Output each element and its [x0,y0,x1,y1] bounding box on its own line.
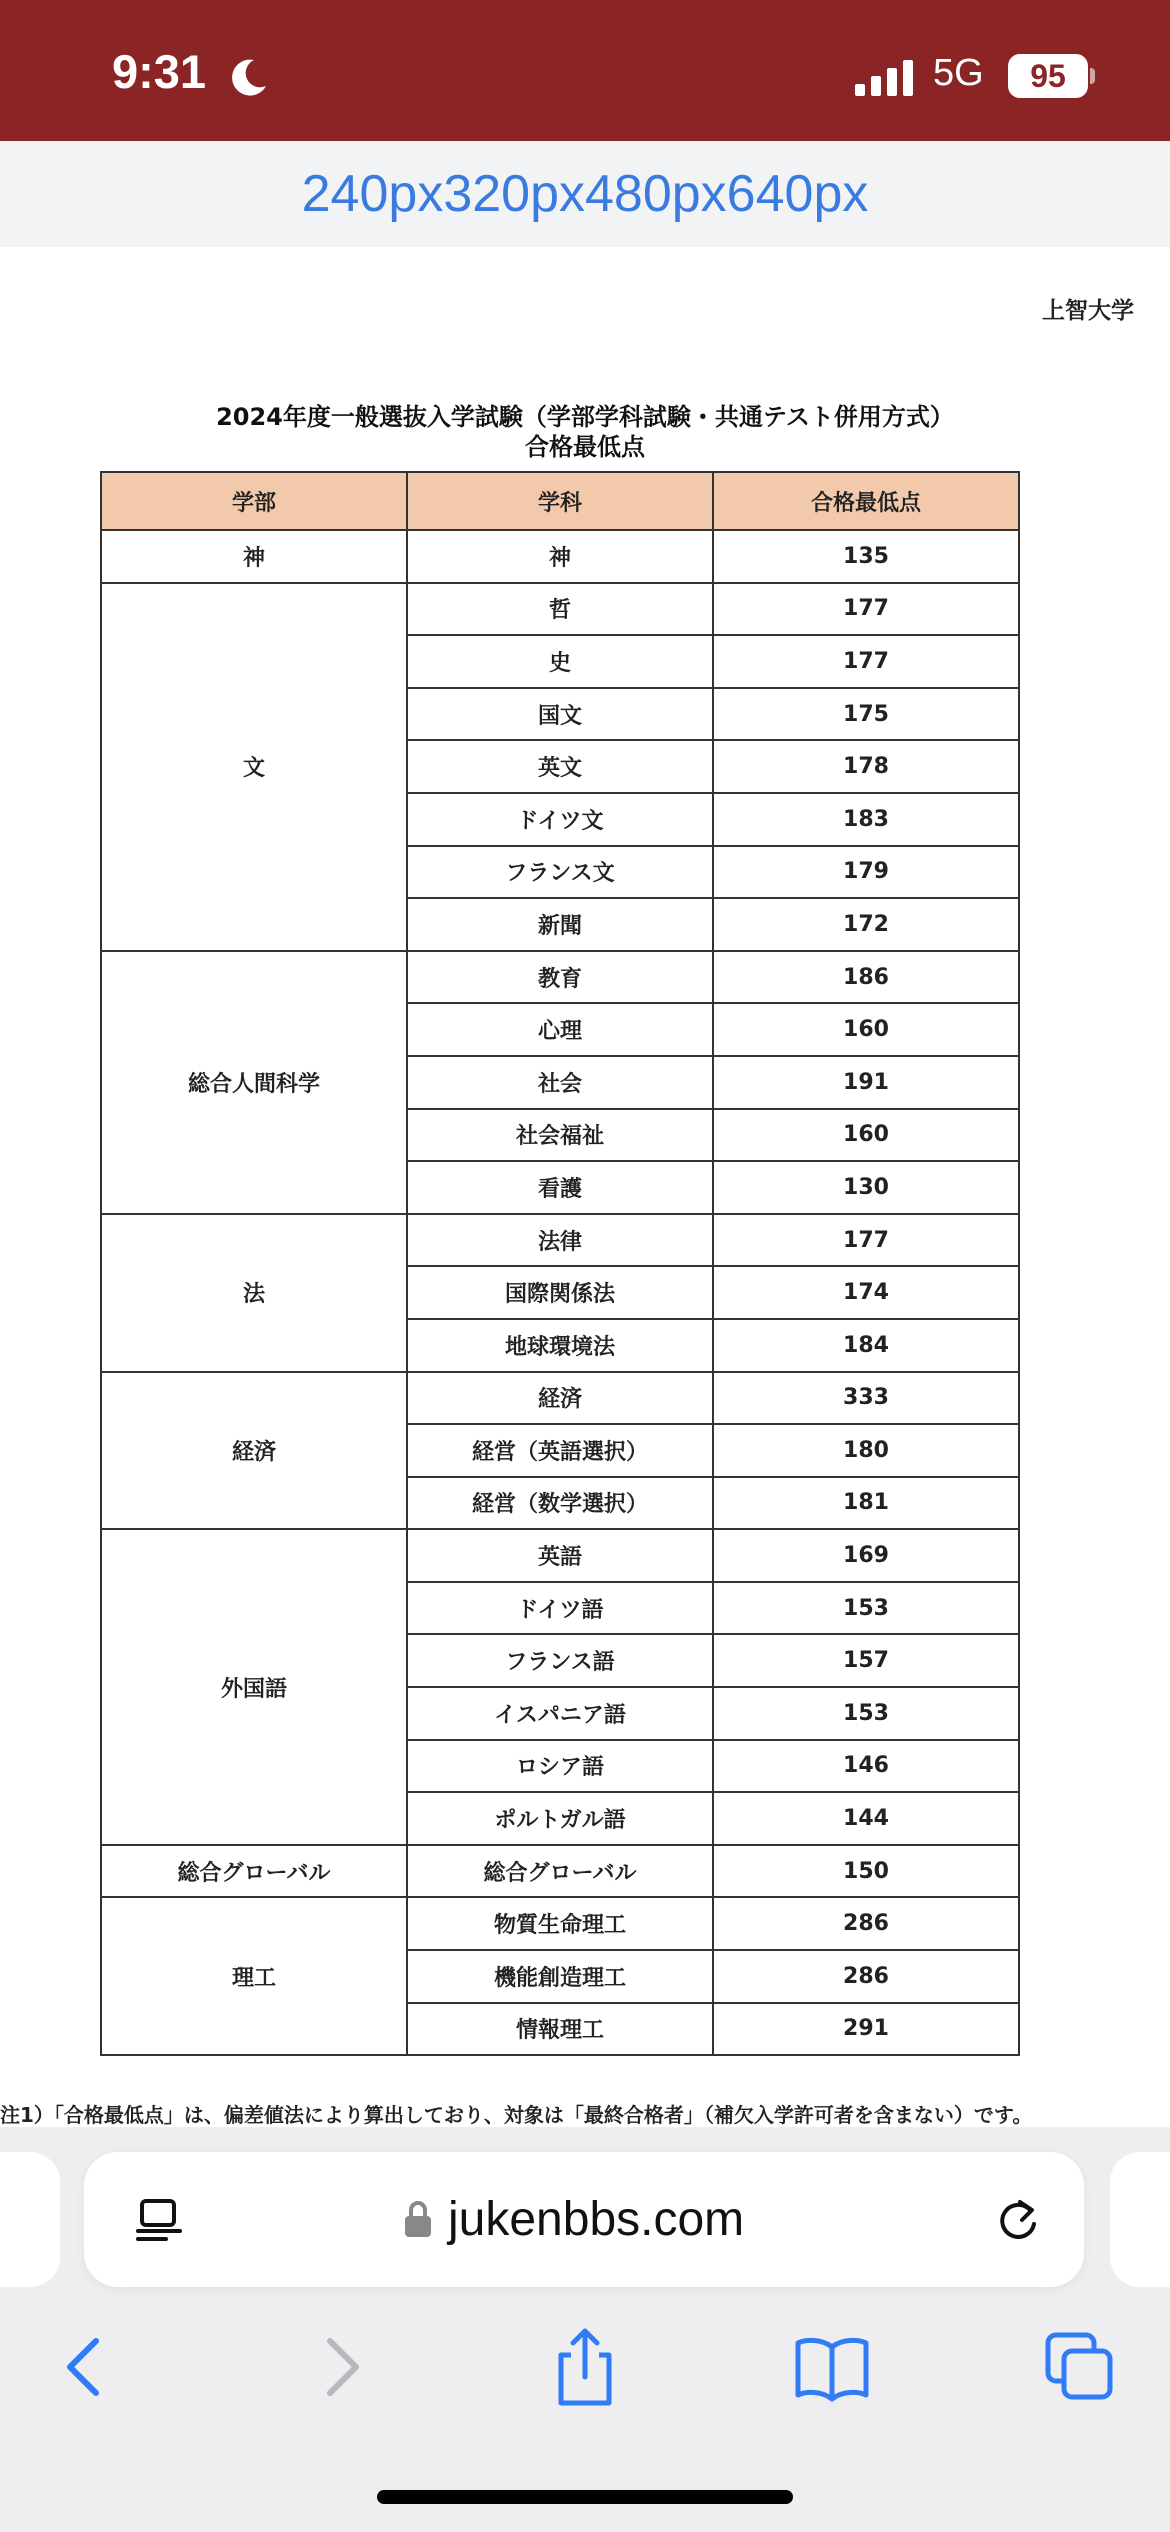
min-score-cell: 135 [713,530,1019,583]
department-cell: フランス語 [407,1634,713,1687]
min-score-cell: 177 [713,583,1019,636]
back-icon[interactable] [46,2327,126,2407]
department-cell: ドイツ語 [407,1582,713,1635]
size-links[interactable] [0,141,1170,247]
department-cell: 物質生命理工 [407,1897,713,1950]
min-score-cell: 153 [713,1582,1019,1635]
department-cell: 機能創造理工 [407,1950,713,2003]
min-score-cell: 160 [713,1109,1019,1162]
min-score-cell: 150 [713,1845,1019,1898]
min-score-cell: 130 [713,1161,1019,1214]
min-score-cell: 177 [713,1214,1019,1267]
min-score-cell: 291 [713,2003,1019,2056]
lock-icon [404,2200,432,2238]
min-score-cell: 172 [713,898,1019,951]
table-row [101,1214,1019,1267]
department-cell: ポルトガル語 [407,1792,713,1845]
department-cell: 新聞 [407,898,713,951]
table-row [101,951,1019,1004]
min-score-cell: 153 [713,1687,1019,1740]
score-table [100,471,1020,2056]
reader-icon[interactable] [136,2197,182,2243]
header-department: 学科 [407,472,713,530]
department-cell: 神 [407,530,713,583]
min-score-cell: 178 [713,740,1019,793]
network-label: 5G [933,52,984,94]
signal-icon [855,60,915,96]
min-score-cell: 146 [713,1740,1019,1793]
share-icon[interactable] [545,2327,625,2407]
faculty-cell: 理工 [101,1897,407,2055]
document-subtitle: 合格最低点 [525,433,645,461]
faculty-cell: 総合人間科学 [101,951,407,1214]
moon-icon [228,56,270,98]
min-score-cell: 333 [713,1372,1019,1425]
previous-tab-card[interactable] [0,2152,60,2287]
department-cell: ロシア語 [407,1740,713,1793]
department-cell: 地球環境法 [407,1319,713,1372]
department-cell: 経済 [407,1372,713,1425]
size-links-label[interactable]: 240px320px480px640px [301,165,869,223]
department-cell: 史 [407,635,713,688]
table-row [101,1897,1019,1950]
faculty-cell: 法 [101,1214,407,1372]
min-score-cell: 144 [713,1792,1019,1845]
department-cell: 英語 [407,1529,713,1582]
table-header-row [101,472,1019,530]
url-domain[interactable]: jukenbbs.com [448,2193,745,2246]
address-bar[interactable] [84,2152,1084,2287]
header-faculty: 学部 [101,472,407,530]
department-cell: 教育 [407,951,713,1004]
min-score-cell: 183 [713,793,1019,846]
browser-chrome [0,2127,1170,2532]
min-score-cell: 169 [713,1529,1019,1582]
min-score-cell: 184 [713,1319,1019,1372]
department-cell: 総合グローバル [407,1845,713,1898]
department-cell: 法律 [407,1214,713,1267]
min-score-cell: 191 [713,1056,1019,1109]
min-score-cell: 177 [713,635,1019,688]
department-cell: フランス文 [407,846,713,899]
min-score-cell: 160 [713,1003,1019,1056]
min-score-cell: 286 [713,1950,1019,2003]
home-indicator [377,2490,793,2504]
table-body [101,530,1019,2055]
battery-tip [1090,68,1095,84]
faculty-cell: 文 [101,583,407,951]
table-row [101,1845,1019,1898]
department-cell: 社会福祉 [407,1109,713,1162]
document-title: 2024年度一般選抜入学試験（学部学科試験・共通テスト併用方式） [216,403,954,431]
department-cell: 英文 [407,740,713,793]
min-score-cell: 157 [713,1634,1019,1687]
table-row [101,583,1019,636]
min-score-cell: 180 [713,1424,1019,1477]
department-cell: 哲 [407,583,713,636]
department-cell: 経営（数学選択） [407,1477,713,1530]
reload-icon[interactable] [994,2196,1042,2244]
faculty-cell: 経済 [101,1372,407,1530]
status-time: 9:31 [112,45,207,98]
faculty-cell: 神 [101,530,407,583]
department-cell: 経営（英語選択） [407,1424,713,1477]
min-score-cell: 174 [713,1266,1019,1319]
status-bar [0,0,1170,141]
faculty-cell: 総合グローバル [101,1845,407,1898]
min-score-cell: 181 [713,1477,1019,1530]
department-cell: 国文 [407,688,713,741]
table-row [101,1529,1019,1582]
footnote: 注1）「合格最低点」は、偏差値法により算出しており、対象は「最終合格者」（補欠入学許可者を含まない）です。 [0,2103,1033,2127]
tabs-icon[interactable] [1040,2327,1120,2407]
table-row [101,530,1019,583]
header-min-score: 合格最低点 [713,472,1019,530]
next-tab-card[interactable] [1110,2152,1170,2287]
min-score-cell: 286 [713,1897,1019,1950]
department-cell: 国際関係法 [407,1266,713,1319]
department-cell: ドイツ文 [407,793,713,846]
min-score-cell: 186 [713,951,1019,1004]
faculty-cell: 外国語 [101,1529,407,1845]
university-name: 上智大学 [1042,298,1134,324]
min-score-cell: 175 [713,688,1019,741]
department-cell: 社会 [407,1056,713,1109]
bookmarks-icon[interactable] [792,2327,872,2407]
department-cell: 情報理工 [407,2003,713,2056]
department-cell: イスパニア語 [407,1687,713,1740]
table-row [101,1372,1019,1425]
battery-icon: 95 [1008,54,1088,98]
forward-icon[interactable] [300,2327,380,2407]
department-cell: 心理 [407,1003,713,1056]
department-cell: 看護 [407,1161,713,1214]
min-score-cell: 179 [713,846,1019,899]
document-view [0,247,1170,2127]
